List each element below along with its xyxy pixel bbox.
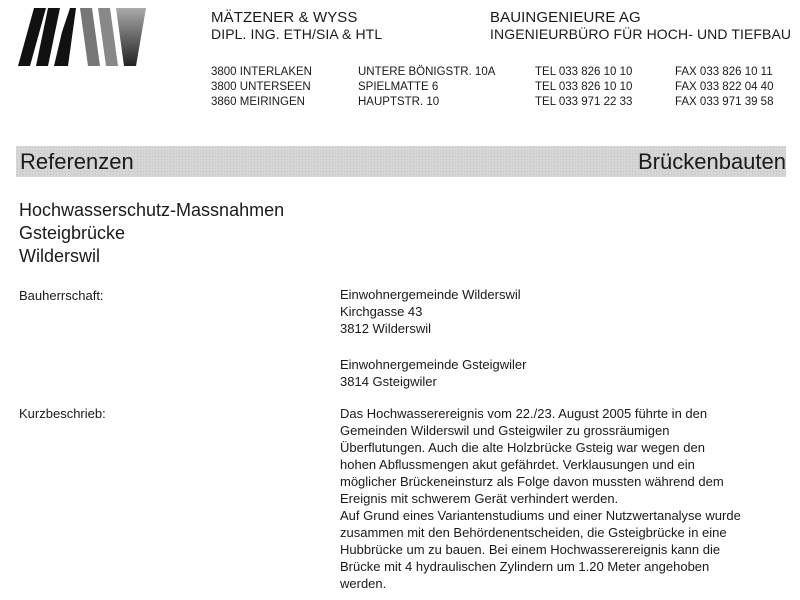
company-logo — [18, 8, 146, 66]
kurzbeschrieb-label: Kurzbeschrieb: — [19, 406, 106, 421]
bauherrschaft-value — [340, 286, 790, 390]
description-line: möglicher Brückeneinsturz als Folge davon mussten während dem — [340, 474, 724, 489]
office-faxes — [675, 65, 773, 110]
company-header-right — [490, 9, 791, 43]
bauherrschaft-label: Bauherrschaft: — [19, 288, 104, 303]
client-line: Kirchgasse 43 — [340, 304, 423, 319]
description-line: hohen Abflussmengen akut gefährdet. Verklausungen und ein — [340, 457, 695, 472]
description-line: Ereignis mit schwerem Gerät verhindert werden. — [340, 491, 619, 506]
section-band — [16, 146, 786, 177]
office-fax: FAX 033 971 39 58 — [675, 96, 774, 108]
client-line: 3814 Gsteigwiler — [340, 374, 437, 389]
company-type: BAUINGENIEURE AG — [490, 9, 641, 26]
office-fax: FAX 033 826 10 11 — [675, 66, 773, 78]
office-street: HAUPTSTR. 10 — [358, 96, 440, 108]
description-line: Gemeinden Wilderswil und Gsteigwiler zu grossräumigen — [340, 423, 670, 438]
office-tel: TEL 033 826 10 10 — [535, 66, 633, 78]
description-line: Brücke mit 4 hydraulischen Zylindern um 1.20 Meter angehoben — [340, 559, 710, 574]
description-line: Hubbrücke um zu bauen. Bei einem Hochwasserereignis kann die — [340, 542, 721, 557]
section-title: Referenzen — [20, 149, 134, 174]
office-fax: FAX 033 822 04 40 — [675, 81, 774, 93]
kurzbeschrieb-text — [340, 405, 790, 592]
office-city: 3800 INTERLAKEN — [211, 66, 312, 78]
description-line: Auf Grund eines Variantenstudiums und einer Nutzwertanalyse wurde — [340, 508, 741, 523]
company-header-left — [211, 9, 382, 43]
office-cities — [211, 65, 312, 110]
client-line: 3812 Wilderswil — [340, 321, 432, 336]
office-street: SPIELMATTE 6 — [358, 81, 439, 93]
company-subtitle: INGENIEURBÜRO FÜR HOCH- UND TIEFBAU — [490, 26, 792, 42]
office-tel: TEL 033 971 22 33 — [535, 96, 633, 108]
company-qualification: DIPL. ING. ETH/SIA & HTL — [211, 26, 383, 42]
office-streets — [358, 65, 495, 110]
description-line: werden. — [340, 576, 387, 591]
project-title-line: Wilderswil — [19, 246, 100, 266]
company-name: MÄTZENER & WYSS — [211, 9, 358, 26]
client-line: Einwohnergemeinde Wilderswil — [340, 287, 521, 302]
office-city: 3800 UNTERSEEN — [211, 81, 311, 93]
description-line: Überflutungen. Auch die alte Holzbrücke Gsteig war wegen den — [340, 440, 705, 455]
description-line: Das Hochwasserereignis vom 22./23. August 2005 führte in den — [340, 406, 708, 421]
office-tel: TEL 033 826 10 10 — [535, 81, 633, 93]
office-street: UNTERE BÖNIGSTR. 10A — [358, 66, 496, 78]
office-city: 3860 MEIRINGEN — [211, 96, 305, 108]
description-line: zusammen mit den Behördenentscheiden, die Gsteigbrücke in eine — [340, 525, 727, 540]
project-title-line: Gsteigbrücke — [19, 223, 126, 243]
office-phones — [535, 65, 632, 110]
project-title-line: Hochwasserschutz-Massnahmen — [19, 200, 285, 220]
section-category: Brückenbauten — [638, 149, 786, 174]
client-line: Einwohnergemeinde Gsteigwiler — [340, 357, 527, 372]
project-title — [19, 199, 284, 268]
